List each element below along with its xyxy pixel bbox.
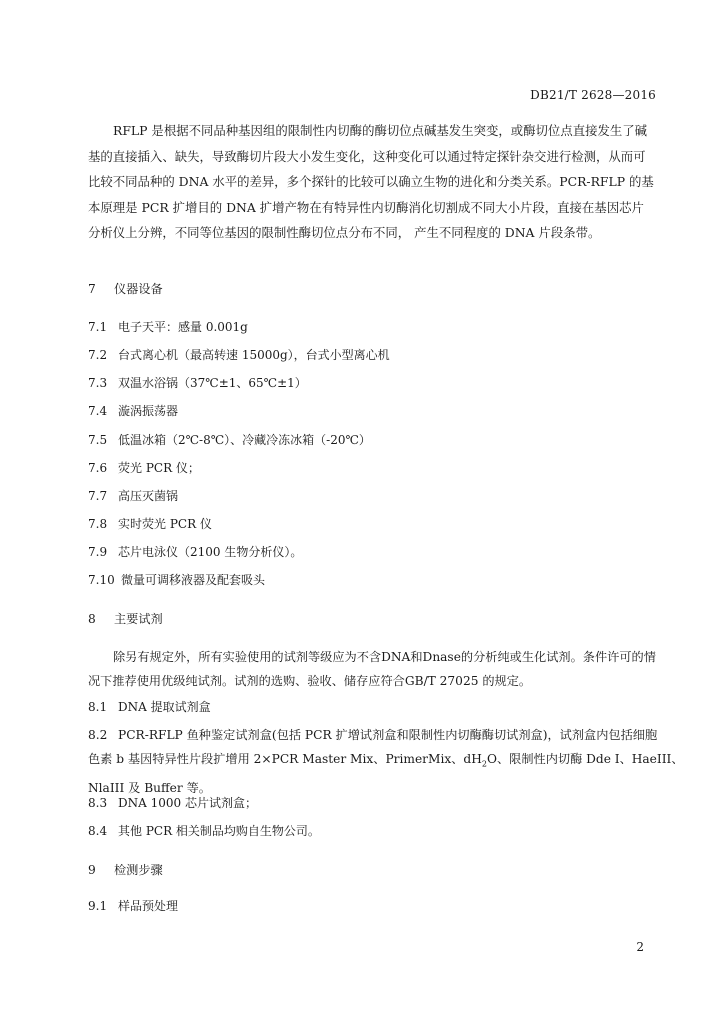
section-number: 7 [88, 282, 96, 296]
intro-line: RFLP 是根据不同品种基因组的限制性内切酶的酶切位点碱基发生突变，或酶切位点直接发生了碱 [113, 123, 648, 138]
item-text: 芯片电泳仪（2100 生物分析仪）。 [118, 545, 303, 559]
list-item [88, 487, 178, 504]
page-number: 2 [636, 940, 644, 954]
intro-line: 分析仪上分辨，不同等位基因的限制性酶切位点分布不同， 产生不同程度的 DNA 片段条带。 [88, 225, 601, 240]
list-item [88, 402, 178, 419]
section-number: 9 [88, 863, 96, 877]
item-text: DNA 1000 芯片试剂盒； [118, 796, 257, 810]
item-number: 8.4 [88, 824, 108, 838]
intro-line: 基的直接插入、缺失，导致酶切片段大小发生变化，这种变化可以通过特定探针杂交进行检测，从而可 [88, 148, 646, 164]
text-segment: O、限制性内切酶 Dde I、HaeIII、 [486, 752, 684, 766]
section-title: 仪器设备 [114, 282, 163, 296]
item-number: 7.3 [88, 376, 108, 390]
item-text: 实时荧光 PCR 仪 [118, 517, 212, 531]
item-text: 其他 PCR 相关制品均购自生物公司。 [118, 824, 320, 838]
item-text: 低温冰箱（2℃-8℃）、冷藏冷冻冰箱（-20℃） [118, 433, 371, 447]
intro-paragraph [88, 118, 654, 246]
list-item [88, 515, 212, 532]
list-item [88, 431, 371, 448]
document-code: DB21/T 2628—2016 [530, 88, 656, 102]
item-text: 电子天平：感量 0.001g [118, 320, 248, 334]
item-number: 7.10 [88, 573, 115, 587]
reagent-kit-paragraph [88, 723, 684, 800]
list-item [88, 346, 390, 363]
section-title: 主要试剂 [114, 612, 163, 626]
list-item [88, 822, 320, 839]
item-number: 9.1 [88, 899, 108, 913]
item-text: 台式离心机（最高转速 15000g），台式小型离心机 [118, 348, 390, 362]
list-item [88, 374, 307, 391]
section-number: 8 [88, 612, 96, 626]
item-number: 7.8 [88, 517, 108, 531]
item-number: 7.9 [88, 545, 108, 559]
list-item [88, 459, 200, 476]
section-heading [88, 861, 163, 878]
section-title: 检测步骤 [114, 863, 163, 877]
paragraph-line: 除另有规定外，所有实验使用的试剂等级应为不含DNA和Dnase的分析纯或生化试剂。条件许可的情 [113, 650, 656, 664]
item-number: 8.1 [88, 700, 108, 714]
list-item [88, 318, 248, 335]
item-number: 8.3 [88, 796, 108, 810]
item-text: 高压灭菌锅 [118, 489, 179, 503]
section-heading [88, 610, 163, 627]
list-item [88, 571, 265, 588]
item-number: 7.5 [88, 433, 108, 447]
item-text: PCR-RFLP 鱼种鉴定试剂盒(包括 PCR 扩增试剂盒和限制性内切酶酶切试剂盒)，试剂盒内包括细胞 [118, 728, 658, 742]
item-number: 7.2 [88, 348, 108, 362]
intro-line: 本原理是 PCR 扩增目的 DNA 扩增产物在有特异性内切酶消化切割成不同大小片段，直接在基因芯片 [88, 199, 644, 215]
paragraph-line: NlaIII 及 Buffer 等。 [88, 781, 211, 796]
item-number: 7.4 [88, 404, 108, 418]
item-text: 漩涡振荡器 [118, 404, 179, 418]
item-number: 8.2 [88, 728, 108, 742]
item-text: 双温水浴锅（37℃±1、65℃±1） [118, 376, 307, 390]
intro-line: 比较不同品种的 DNA 水平的差异，多个探针的比较可以确立生物的进化和分类关系。PCR-RFLP 的基 [88, 174, 654, 189]
list-item [88, 698, 211, 715]
list-item [88, 897, 178, 914]
text-segment: 色素 b 基因特异性片段扩增用 2×PCR Master Mix、PrimerMix、dH [88, 752, 482, 766]
section-heading [88, 280, 163, 297]
paragraph-line: 况下推荐使用优级纯试剂。试剂的选购、验收、储存应符合GB/T 27025 的规定。 [88, 674, 532, 688]
paragraph-line [88, 723, 658, 747]
subscript: 2 [481, 759, 487, 769]
item-text: 荧光 PCR 仪； [118, 461, 200, 475]
item-text: 微量可调移液器及配套吸头 [121, 573, 266, 587]
reagent-intro-paragraph [88, 645, 656, 693]
paragraph-line [88, 747, 684, 776]
item-number: 7.1 [88, 320, 108, 334]
list-item [88, 794, 257, 811]
item-text: 样品预处理 [118, 899, 179, 913]
item-number: 7.6 [88, 461, 108, 475]
item-text: DNA 提取试剂盒 [118, 700, 211, 714]
list-item [88, 543, 302, 560]
item-number: 7.7 [88, 489, 108, 503]
